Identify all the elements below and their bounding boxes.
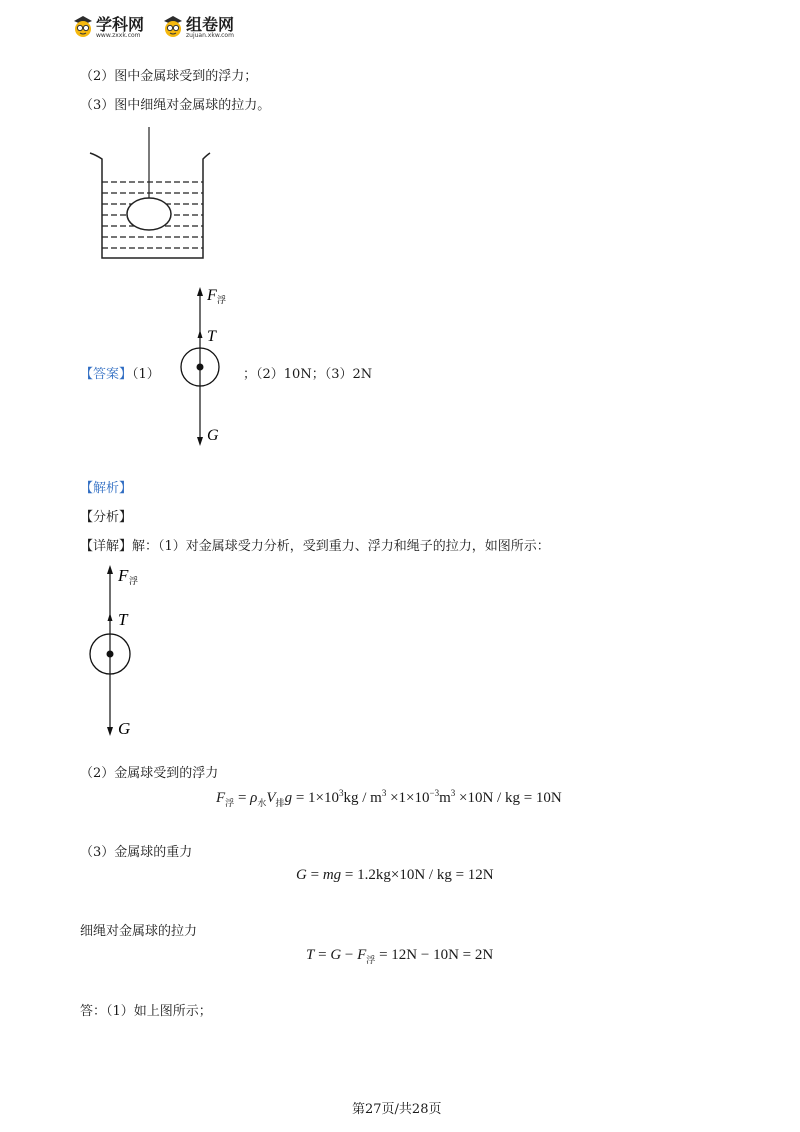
page-number: 第27页/共28页 — [352, 1102, 442, 1117]
f1-V: V — [266, 790, 276, 806]
xiangjie-text: 解：（1）对金属球受力分析，受到重力、浮力和绳子的拉力，如图所示： — [132, 539, 550, 554]
part3-title: （3）金属球的重力 — [80, 845, 193, 860]
f1-exp3: −3 — [429, 788, 440, 798]
f1-rest-a: = 1×10 — [292, 790, 339, 806]
f3-rest: = 12N − 10N = 2N — [375, 947, 494, 963]
xiangjie-line — [80, 535, 550, 554]
logo-url: www.zxxk.com — [96, 32, 141, 39]
fenxi-tag: 【分析】 — [80, 510, 133, 525]
label-F-sub: 浮 — [217, 296, 227, 306]
answer-part1: （1） — [132, 367, 160, 382]
answer-line — [80, 363, 160, 382]
f2-mg: mg — [322, 867, 342, 883]
label-G: G — [207, 427, 219, 444]
mascot-icon — [72, 14, 94, 38]
f3-eq: = — [314, 947, 331, 963]
f3-T: T — [306, 947, 315, 963]
f1-rho: ρ — [250, 790, 258, 806]
f1-exp4: 3 — [450, 788, 456, 798]
f3-F-sub: 浮 — [366, 955, 376, 965]
f1-rho-sub: 水 — [257, 798, 267, 808]
f3-minus: − — [341, 947, 358, 963]
logo-url: zujuan.xkw.com — [186, 32, 234, 39]
f1-rest-c: ×1×10 — [386, 790, 430, 806]
label-T: T — [118, 610, 128, 629]
f2-eq: = — [306, 867, 323, 883]
f3-F: F — [357, 947, 367, 963]
part2-title: （2）金属球受到的浮力 — [80, 766, 219, 781]
f3-G: G — [330, 947, 342, 963]
label-F: F — [118, 566, 129, 585]
f1-rest-e: ×10N / kg = 10N — [455, 790, 562, 806]
f1-exp1: 3 — [338, 788, 344, 798]
force-diagram-detail — [80, 560, 160, 740]
mascot-icon — [162, 14, 184, 38]
label-G: G — [118, 719, 131, 738]
formula-buoyancy — [216, 790, 562, 807]
f1-rest-d: m — [439, 790, 451, 806]
question-3: （3）图中细绳对金属球的拉力。 — [80, 98, 271, 113]
f1-rest-b: kg / m — [343, 790, 382, 806]
question-2: （2）图中金属球受到的浮力； — [80, 69, 258, 84]
label-T: T — [207, 328, 216, 345]
force-diagram-answer — [170, 283, 250, 453]
answer-tag: 【答案】 — [80, 367, 133, 382]
label-F-sub: 浮 — [129, 577, 139, 587]
answer-conclusion: 答：（1）如上图所示； — [80, 1004, 212, 1019]
metal-ball — [127, 198, 171, 230]
f1-g: g — [284, 790, 293, 806]
answer-rest: ；（2）10N；（3）2N — [243, 367, 373, 382]
formula-tension — [306, 947, 493, 964]
formula-gravity — [296, 867, 494, 884]
f1-V-sub: 排 — [275, 798, 285, 808]
tension-title: 细绳对金属球的拉力 — [80, 924, 198, 939]
f2-rest: = 1.2kg×10N / kg = 12N — [341, 867, 494, 883]
logo-name: 学科网 — [96, 15, 145, 34]
f2-G: G — [296, 867, 307, 883]
f1-F-sub: 浮 — [225, 798, 235, 808]
jiexi-tag: 【解析】 — [80, 481, 133, 496]
f1-F: F — [216, 790, 226, 806]
xiangjie-tag: 【详解】 — [80, 539, 133, 554]
label-F: F — [207, 287, 217, 304]
logo-name: 组卷网 — [186, 15, 235, 34]
f1-eq: = — [234, 790, 251, 806]
beaker-figure — [86, 125, 216, 265]
f1-exp2: 3 — [381, 788, 387, 798]
